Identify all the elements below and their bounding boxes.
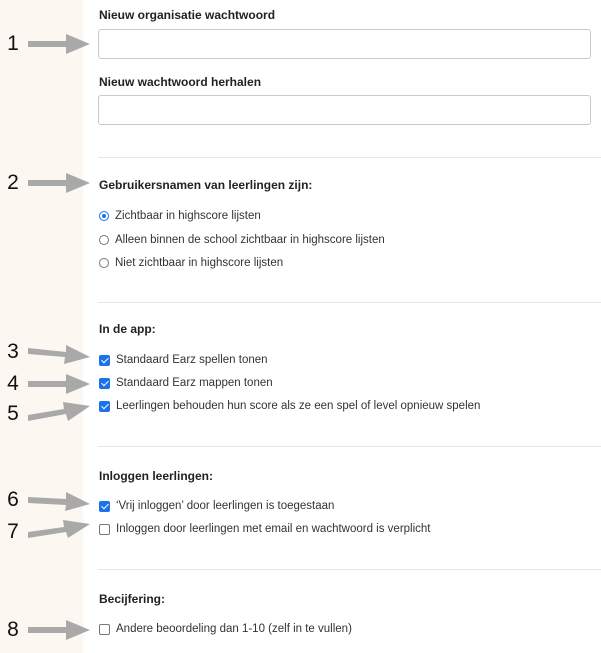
marker-number: 1 [7,32,19,55]
repeat-password-label: Nieuw wachtwoord herhalen [99,75,262,89]
checkbox-label: Standaard Earz mappen tonen [116,377,273,389]
checkbox[interactable] [99,401,110,412]
arrow-right-icon [26,520,92,544]
checkbox-label: Leerlingen behouden hun score als ze een spel of level opnieuw spelen [116,400,481,412]
checkbox[interactable] [99,501,110,512]
checkbox-label: Andere beoordeling dan 1-10 (zelf in te vullen) [116,623,352,635]
annotation-marker-5 [0,400,96,428]
annotation-marker-8 [0,616,96,644]
checkbox[interactable] [99,624,110,635]
arrow-right-icon [26,372,92,396]
arrow-right-icon [26,340,92,364]
app-label: In de app: [99,322,156,336]
radio-label: Niet zichtbaar in highscore lijsten [115,257,284,269]
checkbox[interactable] [99,355,110,366]
annotation-marker-2 [0,169,96,197]
new-password-input[interactable] [98,29,591,59]
new-password-label: Nieuw organisatie wachtwoord [99,8,276,22]
radio-button[interactable] [99,235,109,245]
repeat-password-input[interactable] [98,95,591,125]
radio-button[interactable] [99,258,109,268]
radio-label: Alleen binnen de school zichtbaar in highscore lijsten [115,234,385,246]
checkbox[interactable] [99,378,110,389]
checkbox-label: Standaard Earz spellen tonen [116,354,268,366]
checkbox-show-games[interactable] [99,352,268,368]
radio-visible-highscore[interactable] [99,208,261,224]
grading-label: Becijfering: [99,592,166,606]
checkbox-keep-score[interactable] [99,398,480,414]
checkbox-label: ‘Vrij inloggen’ door leerlingen is toegestaan [116,500,335,512]
arrow-right-icon [26,171,92,195]
marker-number: 4 [7,372,19,395]
usernames-label: Gebruikersnamen van leerlingen zijn: [99,178,313,192]
annotation-marker-6 [0,486,96,514]
arrow-right-icon [26,618,92,642]
radio-school-only[interactable] [99,232,385,248]
checkbox-label: Inloggen door leerlingen met email en wachtwoord is verplicht [116,523,431,535]
marker-number: 6 [7,488,19,511]
divider [98,157,601,158]
marker-number: 7 [7,520,19,543]
radio-label: Zichtbaar in highscore lijsten [115,210,261,222]
checkbox-email-login-required[interactable] [99,521,431,537]
arrow-right-icon [26,488,92,512]
annotation-marker-1 [0,30,96,58]
annotation-marker-3 [0,338,96,366]
marker-number: 5 [7,402,19,425]
checkbox-other-grading[interactable] [99,621,352,637]
arrow-right-icon [26,32,92,56]
annotation-marker-7 [0,518,96,546]
radio-button[interactable] [99,211,109,221]
marker-number: 2 [7,171,19,194]
login-label: Inloggen leerlingen: [99,469,214,483]
divider [98,302,601,303]
checkbox[interactable] [99,524,110,535]
divider [98,446,601,447]
checkbox-show-folders[interactable] [99,375,273,391]
marker-number: 8 [7,618,19,641]
checkbox-free-login[interactable] [99,498,334,514]
annotation-marker-4 [0,370,96,398]
divider [98,569,601,570]
marker-number: 3 [7,340,19,363]
arrow-right-icon [26,402,92,426]
radio-not-visible[interactable] [99,255,283,271]
